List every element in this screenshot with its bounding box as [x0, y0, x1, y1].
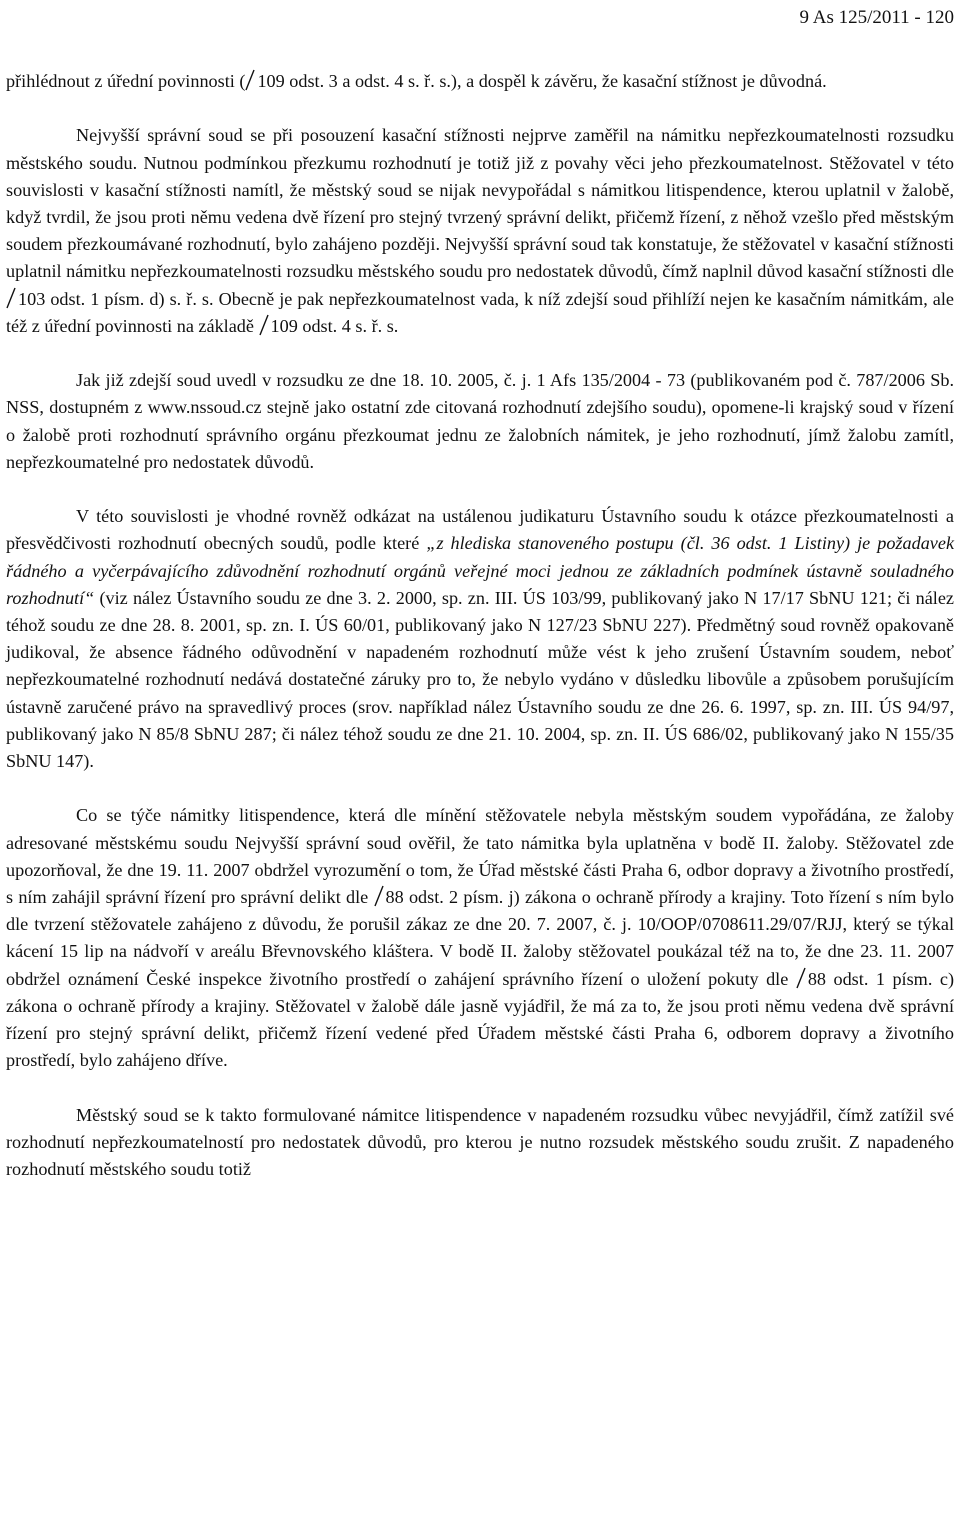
paragraph-gap	[6, 340, 954, 367]
section-sign-icon	[796, 967, 806, 989]
paragraph-gap	[6, 95, 954, 122]
paragraph-5-text-c: 88 odst. 1 písm. c) zákona o ochraně přírody a krajiny. Stěžovatel v žalobě dále jasně vyjádřil, že má za to, že jsou proti němu vedena dvě správní řízení pro stejný správní delikt, přičemž řízení vedené před Úřadem městské části Praha 6, odborem dopravy a životního prostředí, bylo zahájeno dříve.	[6, 968, 954, 1071]
paragraph-5	[6, 802, 954, 1074]
paragraph-4-text-a: V této souvislosti je vhodné rovněž odkázat na ustálenou judikaturu Ústavního soudu k otázce přezkoumatelnosti a přesvědčivosti rozhodnutí obecných soudů, podle které	[6, 506, 954, 554]
case-number: 9 As 125/2011 - 120	[799, 7, 954, 28]
paragraph-5-text-a: Co se týče námitky litispendence, která dle mínění stěžovatele nebyla městským soudem vypořádána, ze žaloby adresované městskému soudu Nejvyšší správní soud ověřil, že tato námitka byla uplatněna v bodě II. žaloby. Stěžovatel zde upozorňoval, že dne 19. 11. 2007 obdržel vyrozumění o tom, že Úřad městské části Praha 6, odbor dopravy a životního prostředí, s ním zahájil správní řízení pro správní delikt dle	[6, 805, 954, 908]
document-body	[6, 68, 954, 1183]
paragraph-4-text-b: (viz nález Ústavního soudu ze dne 3. 2. 2000, sp. zn. III. ÚS 103/99, publikovaný jako N 17/17 SbNU 121; či nález téhož soudu ze dne 28. 8. 2001, sp. zn. I. ÚS 60/01, publikovaný jako N 127/23 SbNU 227). Předmětný soud rovněž opakovaně judikoval, že absence řádného odůvodnění v napadeném rozhodnutí může vést k jeho zrušení Ústavním soudem, neboť nepřezkoumatelné rozhodnutí nedává dostatečné záruky pro to, že nebylo vydáno v důsledku libovůle a způsobem porušujícím ústavně zaručené právo na spravedlivý proces (srov. například nález Ústavního soudu ze dne 26. 6. 1997, sp. zn. III. ÚS 94/97, publikovaný jako N 85/8 SbNU 287; či nález téhož soudu ze dne 21. 10. 2004, sp. zn. II. ÚS 686/02, publikovaný jako N 155/35 SbNU 147).	[6, 587, 954, 772]
paragraph-5-text-b: 88 odst. 2 písm. j) zákona o ochraně přírody a krajiny. Toto řízení s ním bylo dle tvrzení stěžovatele zahájeno z důvodu, že porušil zákaz ze dne 20. 7. 2007, č. j. 10/OOP/0708611.29/07/RJJ, který se týkal kácení 15 lip na nádvoří v areálu Břevnovského kláštera. V bodě II. žaloby stěžovatel poukázal též na to, že dne 23. 11. 2007 obdržel oznámení České inspekce životního prostředí o zahájení správního řízení o uložení pokuty dle	[6, 887, 954, 989]
paragraph-3	[6, 367, 954, 476]
paragraph-4	[6, 503, 954, 775]
paragraph-gap	[6, 1074, 954, 1101]
section-sign-icon	[6, 287, 16, 309]
paragraph-2-text-a: Nejvyšší správní soud se při posouzení kasační stížnosti nejprve zaměřil na námitku nepřezkoumatelnosti rozsudku městského soudu. Nutnou podmínkou přezkumu rozhodnutí je totiž již z povahy věci jeho přezkoumatelnost. Stěžovatel v této souvislosti v kasační stížnosti namítl, že městský soud se nijak nevypořádal s námitkou litispendence, kterou uplatnil v žalobě, když tvrdil, že jsou proti němu vedena dvě řízení pro stejný tvrzený správní delikt, přičemž řízení, z něhož vzešlo před městským soudem přezkoumávané rozhodnutí, bylo zahájeno později. Nejvyšší správní soud tak konstatuje, že stěžovatel v kasační stížnosti uplatnil námitku nepřezkoumatelnosti rozsudku městského soudu pro nedostatek důvodů, čímž naplnil důvod kasační stížnosti dle	[6, 125, 954, 282]
paragraph-gap	[6, 476, 954, 503]
constitutional-court-quote: „z hlediska stanoveného postupu (čl. 36 odst. 1 Listiny) je požadavek řádného a vyčerpávajícího zdůvodnění rozhodnutí orgánů veřejné moci jednou ze základních podmínek ústavně souladného rozhodnutí“	[6, 533, 955, 608]
paragraph-gap	[6, 775, 954, 802]
paragraph-6-text: Městský soud se k takto formulované námitce litispendence v napadeném rozsudku vůbec nevyjádřil, čímž zatížil své rozhodnutí nepřezkoumatelností pro nedostatek důvodů, pro kterou je nutno rozsudek městského soudu zrušit. Z napadeného rozhodnutí městského soudu totiž	[6, 1104, 954, 1180]
paragraph-3-text: Jak již zdejší soud uvedl v rozsudku ze dne 18. 10. 2005, č. j. 1 Afs 135/2004 - 73 (publikovaném pod č. 787/2006 Sb. NSS, dostupném z www.nssoud.cz stejně jako ostatní zde citovaná rozhodnutí zdejšího soudu), opomene-li krajský soud v řízení o žalobě proti rozhodnutí správního orgánu přezkoumat jednu ze žalobních námitek, je jeho rozhodnutí, jímž žalobu zamítl, nepřezkoumatelné pro nedostatek důvodů.	[6, 370, 954, 472]
paragraph-2-text-b: 103 odst. 1 písm. d) s. ř. s. Obecně je pak nepřezkoumatelnost vada, k níž zdejší soud přihlíží nejen ke kasačním námitkám, ale též z úřední povinnosti na základě	[6, 288, 954, 336]
paragraph-6	[6, 1102, 954, 1184]
paragraph-2-text-c: 109 odst. 4 s. ř. s.	[270, 315, 399, 336]
paragraph-2	[6, 122, 954, 340]
paragraph-1-text-a: přihlédnout z úřední povinnosti (	[6, 71, 246, 91]
section-sign-icon	[259, 314, 269, 336]
section-sign-icon	[245, 69, 255, 91]
paragraph-1-text-b: 109 odst. 3 a odst. 4 s. ř. s.), a dospěl k závěru, že kasační stížnost je důvodná.	[257, 71, 827, 91]
paragraph-1	[6, 68, 954, 95]
section-sign-icon	[374, 885, 384, 907]
document-page	[6, 0, 954, 1521]
